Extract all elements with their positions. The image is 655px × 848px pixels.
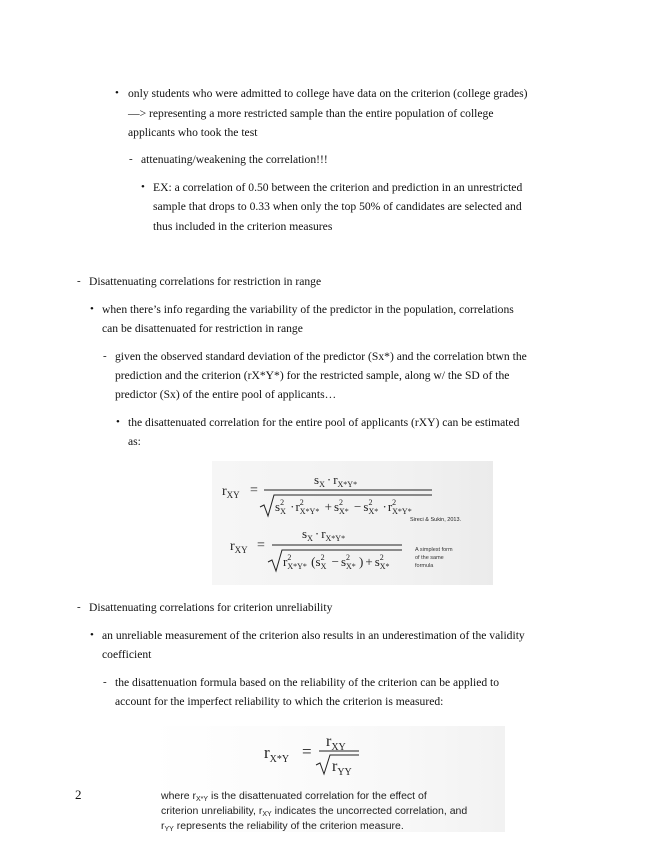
- bullet-dot: •: [116, 416, 120, 428]
- text-line: as:: [128, 435, 141, 448]
- text-line: sample that drops to 0.33 when only the top 50% of candidates are selected and: [153, 200, 522, 213]
- page-number: 2: [75, 787, 82, 802]
- text-line: EX: a correlation of 0.50 between the criterion and prediction in an unrestricted: [153, 181, 523, 194]
- svg-text:sX·rX*Y*: $s_X \cdot r_{X*Y*}$: [302, 526, 346, 543]
- text-line: prediction and the criterion (rX*Y*) for the restricted sample, along w/ the SD of the: [115, 369, 510, 382]
- formula-2: [230, 526, 453, 572]
- text-line: given the observed standard deviation of the predictor (Sx*) and the correlation btwn the: [115, 350, 527, 363]
- text-line: —> representing a more restricted sample than the entire population of college: [128, 107, 494, 120]
- svg-text:formula: formula: [415, 563, 434, 569]
- text-line: coefficient: [102, 648, 152, 661]
- svg-text:rYY: $r_{YY}$: [332, 758, 352, 778]
- formula-svg-restriction: [212, 461, 493, 585]
- svg-text:rX*Y: $r_{X*Y}$: [264, 743, 290, 765]
- text-line: an unreliable measurement of the criterion also results in an underestimation of the validity: [102, 629, 525, 642]
- text-line: thus included in the criterion measures: [153, 220, 333, 233]
- svg-text:s2X ·r2X*Y* +s: $s^2$ X $\cdot r^2$ X*Y* + $s^2$ X* − $s^2$ X* $\cdot r^2$ X*Y*: [275, 498, 412, 516]
- svg-text:criterion unreliability, rXY i: criterion unreliability, rXY indicates the uncorrected correlation, and: [161, 805, 468, 818]
- formula-image-unreliability: [152, 726, 505, 832]
- svg-text:rXY: $r_{XY}$: [222, 484, 240, 500]
- bullet-dash: -: [103, 676, 107, 688]
- text-line: the disattenuation formula based on the reliability of the criterion can be applied to: [115, 676, 500, 689]
- svg-text:rXY: $r_{XY}$: [326, 733, 346, 753]
- formula-3: [264, 733, 359, 778]
- text-line: can be disattenuated for restriction in range: [102, 322, 303, 335]
- text-line: the disattenuated correlation for the entire pool of applicants (rXY) can be estimated: [128, 416, 520, 429]
- formula-image-restriction: [212, 461, 493, 585]
- formula-1: [222, 472, 462, 523]
- svg-text:A simplest form: A simplest form: [415, 547, 453, 553]
- text-line: only students who were admitted to college have data on the criterion (college grades): [128, 87, 528, 100]
- svg-text:r2X*Y* (s2X −s: $r^2$ X*Y* ($s^2$ X − $s^2$ X* ) + $s^2$ X*: [283, 553, 390, 571]
- text-line: attenuating/weakening the correlation!!!: [141, 153, 328, 166]
- svg-text:rXY: $r_{XY}$: [230, 539, 248, 555]
- text-line: predictor (Sx) of the entire pool of applicants…: [115, 388, 337, 401]
- formula-svg-unreliability: [152, 726, 505, 832]
- formula-caption: [160, 790, 467, 832]
- svg-text:of the same: of the same: [415, 555, 444, 561]
- svg-text:=: =: [257, 538, 265, 553]
- text-line: account for the imperfect reliability to which the criterion is measured:: [115, 695, 444, 708]
- bullet-dash: -: [129, 153, 133, 165]
- section-heading: Disattenuating correlations for criterion unreliability: [89, 601, 333, 614]
- text-line: applicants who took the test: [128, 126, 258, 139]
- text-line: when there’s info regarding the variability of the predictor in the population, correlations: [102, 303, 514, 316]
- svg-text:where rX*Y is the disattenuate: where rX*Y is the disattenuated correlation for the effect of: [161, 790, 427, 803]
- bullet-dash: -: [77, 601, 81, 613]
- svg-text:Sireci & Sukin, 2013.: Sireci & Sukin, 2013.: [410, 517, 462, 523]
- bullet-dash: -: [77, 275, 81, 287]
- svg-text:=: =: [250, 483, 258, 498]
- svg-text:rYY represents the reliability: rYY represents the reliability of the criterion measure.: [161, 820, 404, 832]
- bullet-dash: -: [103, 350, 107, 362]
- bullet-dot: •: [115, 87, 119, 99]
- svg-text:sX·rX*Y*: $s_X \cdot r_{X*Y*}$: [314, 472, 358, 489]
- bullet-dot: •: [141, 181, 145, 193]
- svg-text:=: =: [302, 742, 312, 761]
- bullet-dot: •: [90, 303, 94, 315]
- bullet-dot: •: [90, 629, 94, 641]
- section-heading: Disattenuating correlations for restriction in range: [89, 275, 322, 288]
